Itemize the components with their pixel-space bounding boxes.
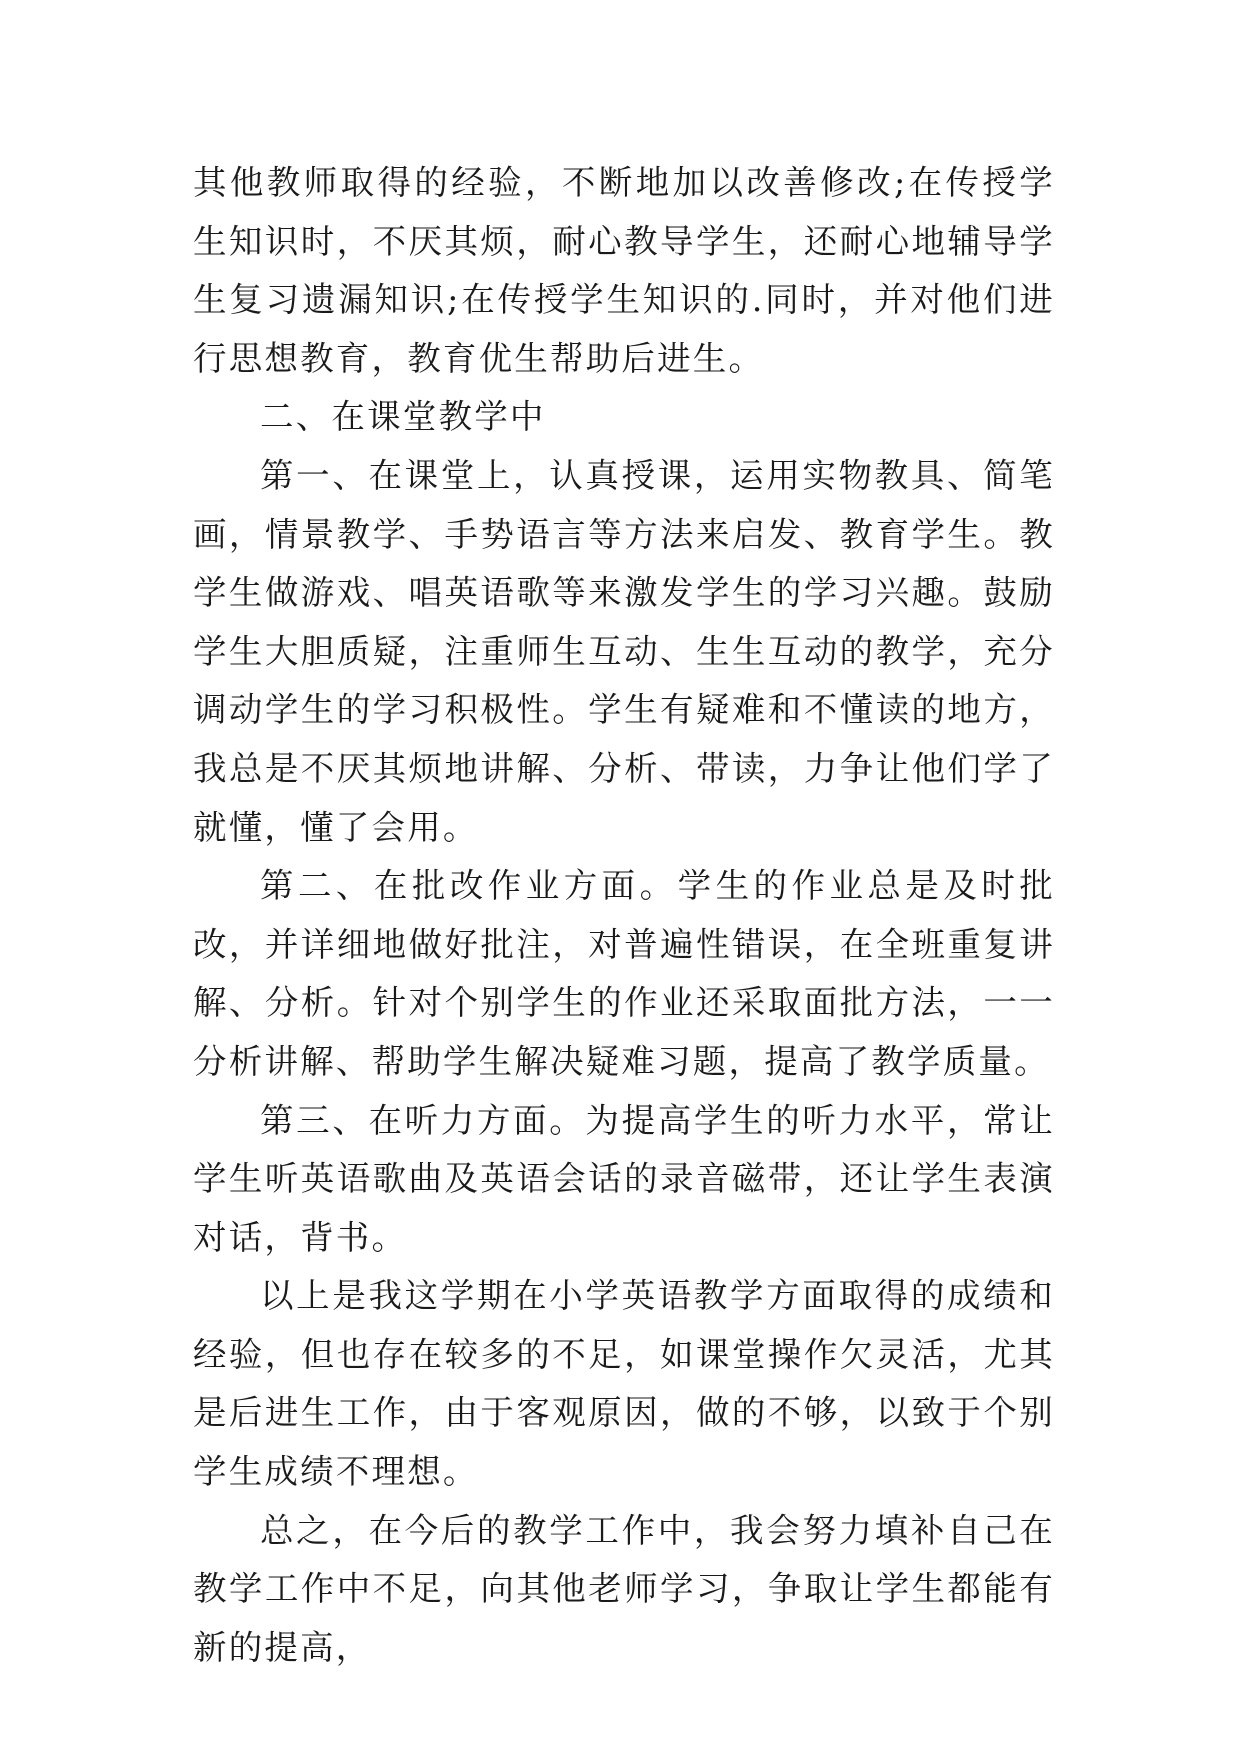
- paragraph-first-point: 第一、在课堂上，认真授课，运用实物教具、简笔画，情景教学、手势语言等方法来启发、教育学生。教学生做游戏、唱英语歌等来激发学生的学习兴趣。鼓励学生大胆质疑，注重师生互动、生生互动的教学，充分调动学生的学习积极性。学生有疑难和不懂读的地方，我总是不厌其烦地讲解、分析、带读，力争让他们学了就懂，懂了会用。: [193, 455, 1055, 847]
- paragraph-continuation: 其他教师取得的经验，不断地加以改善修改;在传授学生知识时，不厌其烦，耐心教导学生，还耐心地辅导学生复习遗漏知识;在传授学生知识的.同时，并对他们进行思想教育，教育优生帮助后进生。: [193, 163, 1055, 378]
- section-heading-classroom-teaching: 二、在课堂教学中: [260, 397, 546, 437]
- document-body: [193, 154, 1055, 1677]
- paragraph-conclusion: 总之，在今后的教学工作中，我会努力填补自己在教学工作中不足，向其他老师学习，争取让学生都能有新的提高，: [193, 1510, 1055, 1667]
- paragraph-third-point: 第三、在听力方面。为提高学生的听力水平，常让学生听英语歌曲及英语会话的录音磁带，还让学生表演对话，背书。: [193, 1100, 1055, 1257]
- paragraph-second-point: 第二、在批改作业方面。学生的作业总是及时批改，并详细地做好批注，对普遍性错误，在全班重复讲解、分析。针对个别学生的作业还采取面批方法，一一分析讲解、帮助学生解决疑难习题，提高了教学质量。: [193, 866, 1055, 1081]
- paragraph-shortcomings: 以上是我这学期在小学英语教学方面取得的成绩和经验，但也存在较多的不足，如课堂操作欠灵活，尤其是后进生工作，由于客观原因，做的不够，以致于个别学生成绩不理想。: [193, 1276, 1055, 1492]
